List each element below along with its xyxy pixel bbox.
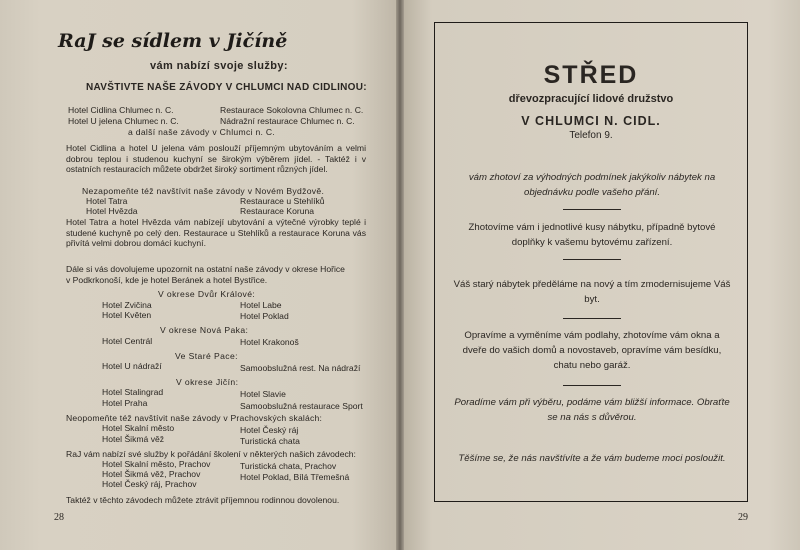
ad-title: STŘED [543, 61, 639, 89]
section-heading: Neopomeňte též navštívit naše závody v Prachovských skalách: [66, 413, 323, 423]
list-item: Hotel Krakonoš [240, 337, 299, 347]
book-gutter [396, 0, 404, 550]
ad-paragraph: Poradíme vám při výběru, podáme vám bližší informace. Obraťte se na nás s důvěrou. [454, 397, 730, 423]
list-item: Turistická chata, Prachov [240, 461, 337, 471]
list-item: Hotel Šikmá věž, Prachov [102, 469, 201, 479]
list-item: Hotel Poklad [240, 311, 289, 321]
paragraph: Hotel Cidlina a hotel U jelena vám poslouží příjemným ubytováním a velmi dobrou teplou i studenou kuchyní se širokým výběrem jídel. - Taktéž i v ostatních restauracích můžete obdržet široký sortiment různých jídel. [66, 143, 366, 175]
list-item: Hotel Šikmá věž [102, 434, 165, 444]
divider [563, 209, 621, 210]
section-heading: V okrese Jičín: [176, 377, 239, 387]
advertisement-box [434, 22, 748, 502]
list-item: Hotel Praha [102, 398, 148, 408]
list-item: Hotel Centrál [102, 336, 153, 346]
divider [563, 318, 621, 319]
section-heading: V okrese Nová Paka: [160, 325, 249, 335]
list-item: Restaurace u Stehlíků [240, 196, 325, 206]
ad-phone: Telefon 9. [569, 130, 613, 141]
ad-town: V CHLUMCI N. CIDL. [521, 114, 661, 128]
divider [563, 385, 621, 386]
list-item: Samoobslužná rest. Na nádraží [240, 363, 361, 373]
ad-paragraph: Zhotovíme vám i jednotlivé kusy nábytku, případně bytové doplňky k vašemu bytovému zařízení. [468, 222, 716, 248]
page-number-right: 29 [738, 512, 748, 523]
list-item: Restaurace Koruna [240, 206, 315, 216]
section-heading: RaJ vám nabízí své služby k pořádání školení v některých našich závodech: [66, 449, 356, 459]
list-item: Hotel Slavie [240, 389, 286, 399]
list-item: Hotel Stalingrad [102, 387, 164, 397]
list-item: Samoobslužná restaurace Sport [240, 401, 363, 411]
list-item: Hotel Cidlina Chlumec n. C. [68, 105, 174, 115]
list-item: Hotel Skalní město [102, 423, 175, 433]
list-item: Hotel Labe [240, 300, 282, 310]
divider [563, 259, 621, 260]
page-title: RaJ se sídlem v Jičíně [58, 30, 288, 52]
list-item: Hotel Hvězda [86, 206, 138, 216]
visit-heading: NAVŠTIVTE NAŠE ZÁVODY V CHLUMCI NAD CIDLINOU: [86, 82, 367, 93]
ad-subtitle: dřevozpracující lidové družstvo [508, 93, 674, 105]
section-heading: Nezapomeňte též navštívit naše závody v Novém Bydžově. [82, 186, 325, 196]
list-item: Hotel Český ráj, Prachov [102, 479, 197, 489]
list-item: Hotel Český ráj [240, 425, 299, 435]
list-item: Hotel U jelena Chlumec n. C. [68, 116, 179, 126]
subtitle: vám nabízí svoje služby: [150, 60, 288, 72]
ad-paragraph: Opravíme a vyměníme vám podlahy, zhotovíme vám okna a dveře do vašich domů a novostaveb, opravíme vám besídku, chatu nebo garáž. [462, 330, 722, 371]
list-item: Hotel Skalní město, Prachov [102, 459, 211, 469]
section-heading: V okrese Dvůr Králové: [158, 289, 256, 299]
list-item: Hotel Poklad, Bílá Třemešná [240, 472, 350, 482]
list-item: Turistická chata [240, 436, 300, 446]
paragraph: Dále si vás dovolujeme upozornit na ostatní naše závody v okrese Hořice [66, 264, 345, 274]
ad-paragraph: vám zhotoví za výhodných podmínek jakýkoliv nábytek na objednávku podle vašeho přání. [468, 172, 716, 198]
section-heading: Ve Staré Pace: [175, 351, 238, 361]
ad-paragraph: Těšíme se, že nás navštívíte a že vám budeme moci posloužit. [458, 453, 726, 464]
list-item: Hotel Květen [102, 310, 152, 320]
page-number-left: 28 [54, 512, 64, 523]
paragraph: v Podkrkonoší, kde je hotel Beránek a hotel Bystřice. [66, 275, 268, 285]
list-item: Hotel U nádraží [102, 361, 162, 371]
paragraph: Hotel Tatra a hotel Hvězda vám nabízejí ubytování a výtečné výrobky teplé i studené kuchyně po celý den. Restaurace u Stehlíků a restaurace Koruna vás přivítá velmi dobrou domácí kuchyní. [66, 217, 366, 249]
ad-paragraph: Váš starý nábytek předěláme na nový a tím zmodernisujeme Váš byt. [453, 279, 731, 305]
list-item: Hotel Tatra [86, 196, 128, 206]
list-item: Restaurace Sokolovna Chlumec n. C. [220, 105, 364, 115]
list-item: Nádražní restaurace Chlumec n. C. [220, 116, 355, 126]
list-item: Hotel Zvičina [102, 300, 152, 310]
paragraph: Taktéž v těchto závodech můžete ztrávit příjemnou rodinnou dovolenou. [66, 495, 340, 505]
list-item: a další naše závody v Chlumci n. C. [128, 127, 276, 137]
